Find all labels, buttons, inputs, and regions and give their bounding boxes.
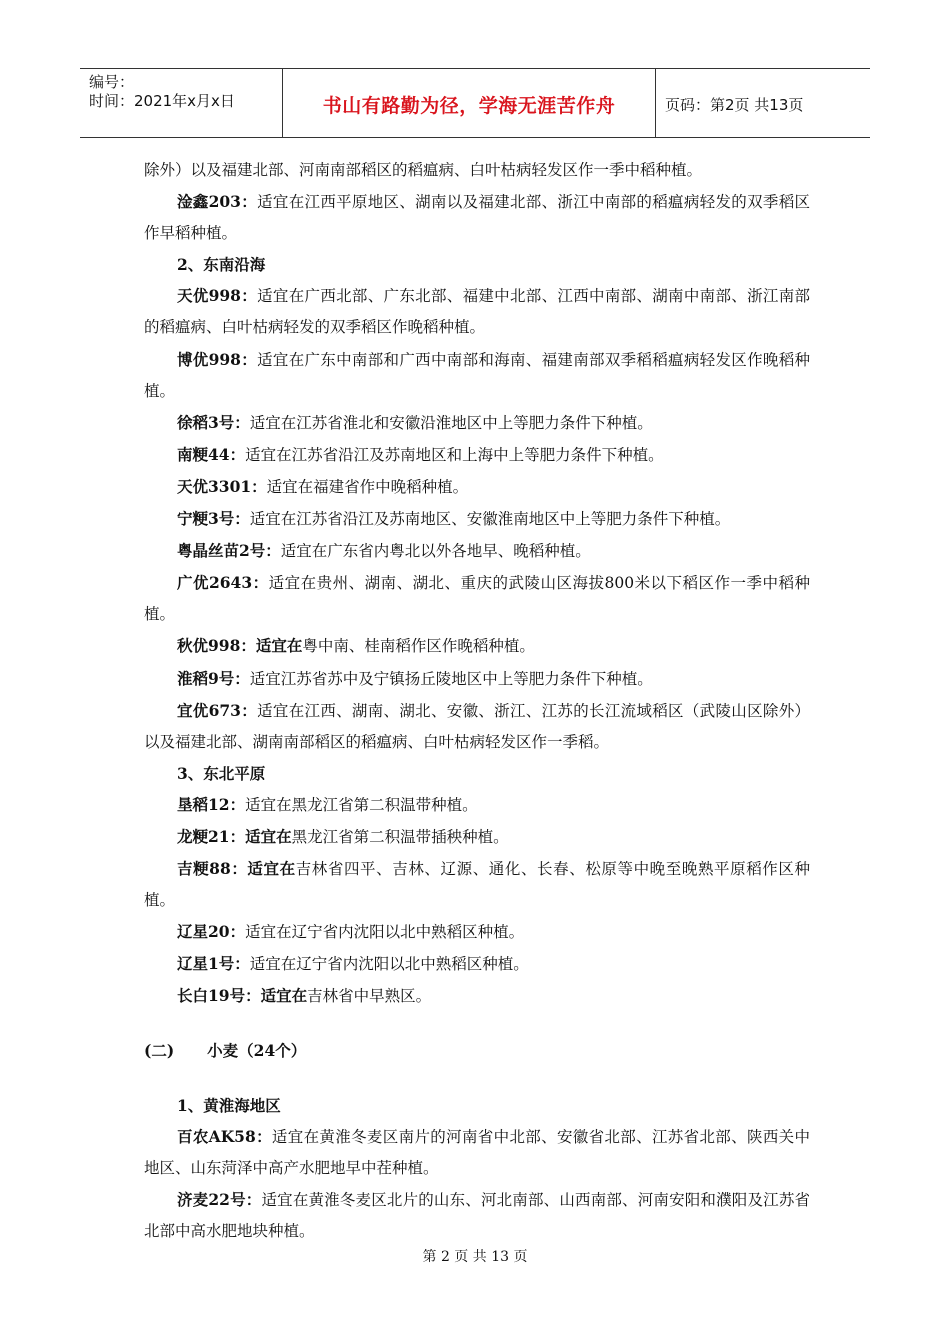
part-title: 小麦（24个） bbox=[207, 1040, 307, 1060]
variety-name: 宜优673： bbox=[177, 700, 258, 720]
variety-entry bbox=[144, 663, 810, 695]
variety-name: 粤晶丝苗2号： bbox=[177, 541, 281, 561]
variety-name: 百农AK58： bbox=[177, 1126, 272, 1146]
variety-description: 适宜在贵州、湖南、湖北、重庆的武陵山区海拔800米以下稻区作一季中稻种植。 bbox=[144, 574, 811, 624]
variety-entry bbox=[144, 439, 810, 471]
variety-entry bbox=[144, 1184, 810, 1247]
variety-description: 适宜在江西、湖南、湖北、安徽、浙江、江苏的长江流域稻区（武陵山区除外）以及福建北部、湖南南部稻区的稻瘟病、白叶枯病轻发区作一季稻。 bbox=[144, 701, 810, 751]
variety-name: 淮稻9号： bbox=[177, 668, 250, 688]
variety-description: 适宜江苏省苏中及宁镇扬丘陵地区中上等肥力条件下种植。 bbox=[249, 669, 653, 688]
page-footer: 第 2 页 共 13 页 bbox=[422, 1249, 528, 1265]
variety-name: 辽星20： bbox=[177, 922, 246, 942]
variety-name: 天优3301： bbox=[177, 476, 267, 496]
part-number: (二) bbox=[144, 1040, 175, 1060]
variety-description: 适宜在江西平原地区、湖南以及福建北部、浙江中南部的稻瘟病轻发的双季稻区作早稻种植。 bbox=[144, 193, 810, 243]
variety-description: 适宜在江苏省沿江及苏南地区和上海中上等肥力条件下种植。 bbox=[245, 445, 664, 464]
variety-description: 适宜在江苏省沿江及苏南地区、安徽淮南地区中上等肥力条件下种植。 bbox=[249, 510, 731, 529]
section-heading: 1、黄淮海地区 bbox=[177, 1095, 281, 1115]
variety-description: 吉林省四平、吉林、辽源、通化、长春、松原等中晚至晚熟平原稻作区种植。 bbox=[144, 860, 810, 910]
variety-entry bbox=[144, 407, 810, 439]
header-motto-cell bbox=[283, 69, 656, 137]
variety-name: 济麦22号： bbox=[177, 1189, 262, 1209]
variety-name: 龙粳21：适宜在 bbox=[177, 826, 292, 846]
variety-description: 适宜在黄淮冬麦区南片的河南省中北部、安徽省北部、江苏省北部、陕西关中地区、山东菏泽中高产水肥地早中茬种植。 bbox=[144, 1127, 810, 1177]
variety-entry bbox=[144, 630, 810, 662]
header-page-number: 页码：第2页 共13页 bbox=[665, 96, 804, 114]
paragraph: 除外）以及福建北部、河南南部稻区的稻瘟病、白叶枯病轻发区作一季中稻种植。 bbox=[144, 161, 703, 179]
document-date: 时间：2021年x月x日 bbox=[89, 92, 235, 110]
variety-entry bbox=[144, 186, 810, 249]
section-heading: 3、东北平原 bbox=[177, 763, 266, 783]
variety-description: 吉林省中早熟区。 bbox=[307, 987, 432, 1006]
variety-description: 黑龙江省第二积温带插秧种植。 bbox=[291, 827, 509, 846]
header-meta-cell bbox=[80, 69, 283, 137]
variety-entry bbox=[144, 789, 810, 821]
variety-description: 适宜在黑龙江省第二积温带种植。 bbox=[245, 795, 478, 814]
variety-name: 辽星1号： bbox=[177, 954, 250, 974]
variety-description: 适宜在辽宁省内沈阳以北中熟稻区种植。 bbox=[249, 955, 529, 974]
part-heading bbox=[144, 1035, 810, 1066]
variety-name: 广优2643： bbox=[177, 573, 269, 593]
section-heading: 2、东南沿海 bbox=[177, 255, 266, 275]
variety-name: 长白19号：适宜在 bbox=[177, 986, 308, 1006]
variety-entry bbox=[144, 503, 810, 535]
variety-entry bbox=[144, 567, 810, 630]
variety-entry bbox=[144, 948, 810, 980]
variety-description: 适宜在广西北部、广东北部、福建中北部、江西中南部、湖南中南部、浙江南部的稻瘟病、白叶枯病轻发的双季稻区作晚稻种植。 bbox=[144, 287, 810, 337]
variety-entry bbox=[144, 853, 810, 916]
variety-description: 适宜在辽宁省内沈阳以北中熟稻区种植。 bbox=[245, 923, 525, 942]
variety-entry bbox=[144, 535, 810, 567]
variety-name: 吉粳88：适宜在 bbox=[177, 859, 296, 879]
variety-description: 适宜在江苏省淮北和安徽沿淮地区中上等肥力条件下种植。 bbox=[249, 413, 653, 432]
variety-entry bbox=[144, 980, 810, 1012]
variety-entry bbox=[144, 821, 810, 853]
variety-name: 博优998： bbox=[177, 349, 258, 369]
variety-description: 适宜在黄淮冬麦区北片的山东、河北南部、山西南部、河南安阳和濮阳及江苏省北部中高水肥地块种植。 bbox=[144, 1190, 810, 1240]
variety-name: 秋优998：适宜在 bbox=[177, 636, 303, 656]
variety-entry bbox=[144, 344, 810, 407]
page-header bbox=[80, 68, 870, 138]
motto: 书山有路勤为径，学海无涯苦作舟 bbox=[322, 95, 616, 117]
variety-entry bbox=[144, 1121, 810, 1184]
variety-entry bbox=[144, 695, 810, 758]
variety-description: 适宜在福建省作中晚稻种植。 bbox=[266, 477, 469, 496]
variety-name: 天优998： bbox=[177, 286, 258, 306]
document-body bbox=[144, 155, 810, 1247]
variety-name: 徐稻3号： bbox=[177, 412, 250, 432]
variety-description: 适宜在广东省内粤北以外各地早、晚稻种植。 bbox=[280, 542, 591, 561]
variety-description: 粤中南、桂南稻作区作晚稻种植。 bbox=[302, 637, 535, 656]
variety-description: 适宜在广东中南部和广西中南部和海南、福建南部双季稻稻瘟病轻发区作晚稻种植。 bbox=[144, 350, 810, 400]
variety-name: 南粳44： bbox=[177, 444, 246, 464]
document-number: 编号： bbox=[89, 73, 135, 91]
variety-entry bbox=[144, 471, 810, 503]
header-page-cell bbox=[657, 69, 870, 137]
variety-name: 淦鑫203： bbox=[177, 192, 258, 212]
variety-entry bbox=[144, 916, 810, 948]
variety-name: 宁粳3号： bbox=[177, 509, 250, 529]
variety-entry bbox=[144, 280, 810, 343]
variety-name: 垦稻12： bbox=[177, 794, 246, 814]
